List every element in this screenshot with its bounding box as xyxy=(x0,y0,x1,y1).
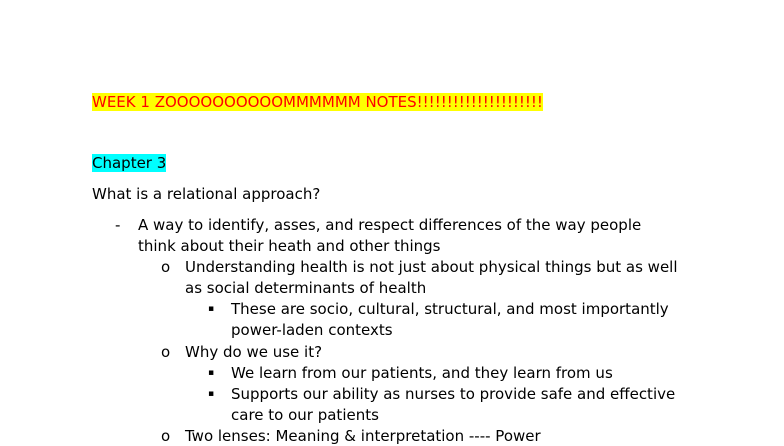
list-item-text: We learn from our patients, and they learn from us xyxy=(231,364,613,382)
list-item-text: care to our patients xyxy=(231,406,379,424)
chapter-heading xyxy=(92,153,166,173)
list-item-text: Two lenses: Meaning & interpretation ---- Power xyxy=(185,427,541,445)
dash-bullet-icon: - xyxy=(115,216,121,234)
list-item-text: Supports our ability as nurses to provide safe and effective xyxy=(231,385,676,403)
list-item-text: power-laden contexts xyxy=(231,321,393,339)
list-item-text: think about their heath and other things xyxy=(138,237,441,255)
chapter-heading-text: Chapter 3 xyxy=(92,154,167,172)
list-item-text: A way to identify, asses, and respect differences of the way people xyxy=(138,216,642,234)
list-item-text: Understanding health is not just about physical things but as well xyxy=(185,258,678,276)
list-item-text: Why do we use it? xyxy=(185,343,323,361)
notes-title xyxy=(92,92,543,112)
circle-bullet-icon: o xyxy=(161,258,171,276)
list-item-text: These are socio, cultural, structural, and most importantly xyxy=(231,300,669,318)
notes-title-text: WEEK 1 ZOOOOOOOOOOMMMMMM NOTES!!!!!!!!!!!!!!!!!!!!! xyxy=(92,93,543,111)
question-text: What is a relational approach? xyxy=(92,185,321,203)
circle-bullet-icon: o xyxy=(161,427,171,445)
circle-bullet-icon: o xyxy=(161,343,171,361)
square-bullet-icon: ▪ xyxy=(208,304,215,314)
square-bullet-icon: ▪ xyxy=(208,368,215,378)
list-item-text: as social determinants of health xyxy=(185,279,427,297)
square-bullet-icon: ▪ xyxy=(208,389,215,399)
